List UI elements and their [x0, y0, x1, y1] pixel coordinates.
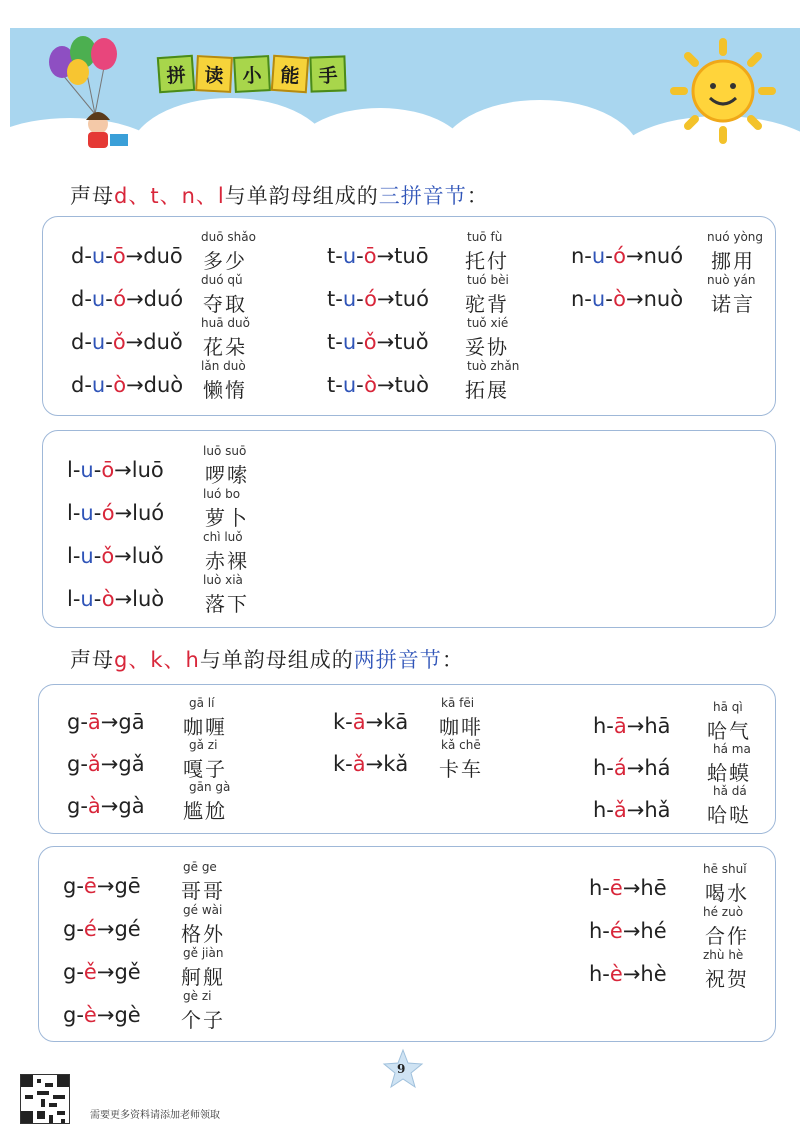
result-syllable: →hǎ — [626, 798, 671, 822]
syllable-box-a — [38, 684, 776, 834]
pinyin-formula — [67, 794, 145, 818]
pinyin-formula — [71, 330, 183, 354]
pinyin-formula — [327, 244, 429, 268]
toned-vowel: ó — [113, 287, 127, 311]
medial-vowel: u — [591, 287, 606, 311]
medial-vowel: u — [80, 501, 94, 525]
result-syllable: →luō — [114, 458, 164, 482]
initial-letter: l- — [67, 587, 81, 611]
word-pinyin: kā fēi — [441, 696, 475, 710]
word-hanzi: 拓展 — [465, 378, 509, 402]
toned-vowel: ā — [87, 710, 101, 734]
footer-note: 需要更多资料请添加老师领取 — [90, 1110, 220, 1121]
pinyin-formula — [71, 373, 183, 397]
pinyin-formula — [67, 458, 164, 482]
word-pinyin: tuō fù — [467, 230, 503, 244]
hyphen: - — [93, 544, 102, 568]
word-hanzi: 托付 — [465, 249, 509, 273]
result-syllable: →gē — [96, 874, 141, 898]
pinyin-formula — [589, 876, 667, 900]
pinyin-formula — [63, 874, 141, 898]
medial-vowel: u — [342, 244, 357, 268]
pinyin-formula — [571, 287, 683, 311]
medial-vowel: u — [91, 373, 106, 397]
word-pinyin: duō shǎo — [201, 230, 256, 244]
hyphen: - — [105, 244, 113, 268]
word-pinyin: huā duǒ — [201, 316, 250, 330]
result-syllable: →nuó — [626, 244, 684, 268]
pinyin-formula — [593, 714, 671, 738]
title-char: 读 — [195, 55, 233, 93]
syllable-box-l — [42, 430, 776, 628]
result-syllable: →hā — [626, 714, 671, 738]
word-hanzi: 哈哒 — [707, 803, 751, 827]
toned-vowel: ō — [101, 458, 115, 482]
toned-vowel: ē — [609, 876, 623, 900]
toned-vowel: ā — [352, 710, 366, 734]
toned-vowel: ǎ — [87, 752, 101, 776]
result-syllable: →hè — [622, 962, 667, 986]
result-syllable: →tuō — [376, 244, 429, 268]
result-syllable: →gà — [100, 794, 145, 818]
medial-vowel: u — [342, 330, 357, 354]
result-syllable: →duǒ — [125, 330, 183, 354]
medial-vowel: u — [342, 373, 357, 397]
toned-vowel: ā — [613, 714, 627, 738]
word-hanzi: 驼背 — [465, 292, 509, 316]
medial-vowel: u — [91, 330, 106, 354]
medial-vowel: u — [591, 244, 606, 268]
pinyin-formula — [63, 1003, 141, 1027]
hyphen: - — [93, 501, 102, 525]
word-pinyin: tuó bèi — [467, 273, 509, 287]
result-syllable: →duó — [126, 287, 184, 311]
initial-letter: h- — [589, 919, 610, 943]
word-hanzi: 蛤蟆 — [707, 761, 751, 785]
section-title-two-part: 声母g、k、h与单韵母组成的两拼音节： — [70, 648, 464, 672]
balloon-girl-illustration — [40, 34, 150, 154]
result-syllable: →tuó — [376, 287, 429, 311]
result-syllable: →kā — [365, 710, 409, 734]
pinyin-formula — [327, 373, 429, 397]
word-hanzi: 萝卜 — [205, 506, 249, 530]
result-syllable: →luǒ — [114, 544, 164, 568]
result-syllable: →gě — [96, 960, 141, 984]
pinyin-formula — [593, 798, 671, 822]
toned-vowel: ó — [101, 501, 115, 525]
hyphen: - — [105, 287, 114, 311]
initial-letter: g- — [67, 752, 88, 776]
initial-letter: g- — [63, 960, 84, 984]
pinyin-formula — [67, 544, 164, 568]
word-pinyin: hē shuǐ — [703, 862, 747, 876]
word-hanzi: 咖啡 — [439, 715, 483, 739]
pinyin-formula — [67, 587, 164, 611]
word-pinyin: zhù hè — [703, 948, 744, 962]
word-hanzi: 格外 — [181, 922, 225, 946]
pinyin-formula — [333, 752, 408, 776]
word-pinyin: nuó yòng — [707, 230, 764, 244]
word-hanzi: 花朵 — [203, 335, 247, 359]
title-char: 手 — [309, 55, 346, 92]
word-pinyin: hé zuò — [703, 905, 744, 919]
word-hanzi: 喝水 — [705, 881, 749, 905]
word-pinyin: tuò zhǎn — [467, 359, 520, 373]
result-syllable: →gè — [96, 1003, 141, 1027]
initial-letter: l- — [67, 458, 81, 482]
word-hanzi: 挪用 — [711, 249, 755, 273]
toned-vowel: ò — [613, 287, 627, 311]
result-syllable: →kǎ — [365, 752, 409, 776]
word-hanzi: 夺取 — [203, 292, 247, 316]
result-syllable: →há — [626, 756, 671, 780]
word-hanzi: 咖喱 — [183, 715, 227, 739]
hyphen: - — [93, 458, 102, 482]
initial-letter: h- — [593, 798, 614, 822]
hyphen: - — [356, 244, 364, 268]
word-pinyin: gān gà — [189, 780, 231, 794]
hyphen: - — [356, 330, 364, 354]
medial-vowel: u — [91, 287, 106, 311]
word-hanzi: 合作 — [705, 924, 749, 948]
toned-vowel: ǒ — [363, 330, 377, 354]
medial-vowel: u — [80, 544, 94, 568]
page-title — [158, 56, 346, 94]
qr-code[interactable] — [20, 1074, 70, 1124]
pinyin-formula — [593, 756, 671, 780]
word-hanzi: 舸舰 — [181, 965, 225, 989]
title-char: 能 — [271, 55, 309, 93]
word-hanzi: 卡车 — [439, 757, 483, 781]
word-pinyin: lǎn duò — [201, 359, 246, 373]
result-syllable: →hē — [622, 876, 667, 900]
initial-letter: n- — [571, 287, 592, 311]
toned-vowel: è — [83, 1003, 97, 1027]
result-syllable: →nuò — [626, 287, 684, 311]
word-hanzi: 尴尬 — [183, 799, 227, 823]
word-hanzi: 祝贺 — [705, 967, 749, 991]
word-pinyin: chì luǒ — [203, 530, 243, 544]
initial-letter: t- — [327, 244, 343, 268]
medial-vowel: u — [342, 287, 357, 311]
initial-letter: g- — [63, 917, 84, 941]
toned-vowel: ō — [112, 244, 126, 268]
word-hanzi: 诺言 — [711, 292, 755, 316]
pinyin-formula — [71, 244, 183, 268]
pinyin-formula — [571, 244, 683, 268]
word-pinyin: gě jiàn — [183, 946, 224, 960]
pinyin-formula — [589, 919, 667, 943]
word-hanzi: 嘎子 — [183, 757, 227, 781]
page-number: 9 — [397, 1062, 406, 1076]
hyphen: - — [105, 373, 114, 397]
initial-letter: g- — [63, 874, 84, 898]
initial-letter: h- — [593, 714, 614, 738]
toned-vowel: á — [613, 756, 627, 780]
toned-vowel: ǒ — [101, 544, 115, 568]
toned-vowel: ò — [364, 373, 377, 397]
hyphen: - — [105, 330, 113, 354]
initial-letter: t- — [327, 287, 343, 311]
toned-vowel: ě — [83, 960, 97, 984]
pinyin-formula — [327, 330, 429, 354]
initial-letter: t- — [327, 330, 343, 354]
word-hanzi: 懒惰 — [203, 378, 247, 402]
toned-vowel: é — [83, 917, 97, 941]
word-pinyin: luó bo — [203, 487, 241, 501]
toned-vowel: ò — [113, 373, 127, 397]
word-pinyin: kǎ chē — [441, 738, 481, 752]
pinyin-formula — [67, 752, 145, 776]
word-hanzi: 妥协 — [465, 335, 509, 359]
word-hanzi: 哥哥 — [181, 879, 225, 903]
word-hanzi: 个子 — [181, 1008, 225, 1032]
word-pinyin: luò xià — [203, 573, 243, 587]
pinyin-formula — [63, 960, 141, 984]
word-pinyin: luō suō — [203, 444, 247, 458]
result-syllable: →tuǒ — [376, 330, 429, 354]
initial-letter: h- — [589, 876, 610, 900]
result-syllable: →duò — [126, 373, 184, 397]
pinyin-formula — [327, 287, 429, 311]
pinyin-formula — [67, 710, 145, 734]
initial-letter: l- — [67, 544, 81, 568]
syllable-box-dtn — [42, 216, 776, 416]
initial-letter: d- — [71, 244, 92, 268]
initial-letter: h- — [593, 756, 614, 780]
word-pinyin: tuǒ xié — [467, 316, 509, 330]
initial-letter: l- — [67, 501, 81, 525]
pinyin-formula — [589, 962, 667, 986]
word-pinyin: duó qǔ — [201, 273, 243, 287]
word-pinyin: gè zi — [183, 989, 212, 1003]
word-pinyin: hǎ dá — [713, 784, 747, 798]
toned-vowel: à — [87, 794, 101, 818]
initial-letter: n- — [571, 244, 592, 268]
toned-vowel: è — [609, 962, 623, 986]
toned-vowel: é — [609, 919, 623, 943]
medial-vowel: u — [91, 244, 106, 268]
word-hanzi: 哈气 — [707, 719, 751, 743]
result-syllable: →gā — [100, 710, 145, 734]
initial-letter: k- — [333, 752, 353, 776]
title-char: 拼 — [157, 55, 195, 93]
word-pinyin: gē ge — [183, 860, 217, 874]
result-syllable: →tuò — [376, 373, 429, 397]
result-syllable: →luó — [114, 501, 165, 525]
toned-vowel: ǎ — [613, 798, 627, 822]
hyphen: - — [605, 244, 614, 268]
toned-vowel: ē — [83, 874, 97, 898]
word-pinyin: há ma — [713, 742, 751, 756]
initial-letter: k- — [333, 710, 353, 734]
hyphen: - — [93, 587, 102, 611]
initial-letter: d- — [71, 373, 92, 397]
toned-vowel: ó — [364, 287, 377, 311]
result-syllable: →gé — [96, 917, 141, 941]
initial-letter: d- — [71, 287, 92, 311]
word-pinyin: hā qì — [713, 700, 743, 714]
sun-illustration — [668, 36, 778, 146]
initial-letter: h- — [589, 962, 610, 986]
word-pinyin: gǎ zi — [189, 738, 218, 752]
toned-vowel: ǎ — [352, 752, 366, 776]
word-hanzi: 多少 — [203, 249, 247, 273]
pinyin-formula — [63, 917, 141, 941]
toned-vowel: ó — [613, 244, 627, 268]
initial-letter: t- — [327, 373, 343, 397]
result-syllable: →hé — [622, 919, 667, 943]
hyphen: - — [356, 373, 365, 397]
initial-letter: g- — [67, 794, 88, 818]
word-pinyin: gā lí — [189, 696, 215, 710]
word-hanzi: 赤裸 — [205, 549, 249, 573]
hyphen: - — [605, 287, 614, 311]
medial-vowel: u — [80, 587, 94, 611]
pinyin-formula — [71, 287, 183, 311]
pinyin-formula — [67, 501, 164, 525]
word-pinyin: nuò yán — [707, 273, 756, 287]
toned-vowel: ò — [101, 587, 115, 611]
initial-letter: g- — [67, 710, 88, 734]
result-syllable: →gǎ — [100, 752, 145, 776]
word-pinyin: gé wài — [183, 903, 223, 917]
pinyin-formula — [333, 710, 408, 734]
syllable-box-e — [38, 846, 776, 1042]
word-hanzi: 啰嗦 — [205, 463, 249, 487]
medial-vowel: u — [80, 458, 94, 482]
title-char: 小 — [233, 55, 271, 93]
initial-letter: g- — [63, 1003, 84, 1027]
result-syllable: →duō — [125, 244, 183, 268]
result-syllable: →luò — [114, 587, 165, 611]
toned-vowel: ǒ — [112, 330, 126, 354]
initial-letter: d- — [71, 330, 92, 354]
word-hanzi: 落下 — [205, 592, 249, 616]
toned-vowel: ō — [363, 244, 377, 268]
section-title-three-part: 声母d、t、n、l与单韵母组成的三拼音节： — [70, 184, 489, 208]
hyphen: - — [356, 287, 365, 311]
